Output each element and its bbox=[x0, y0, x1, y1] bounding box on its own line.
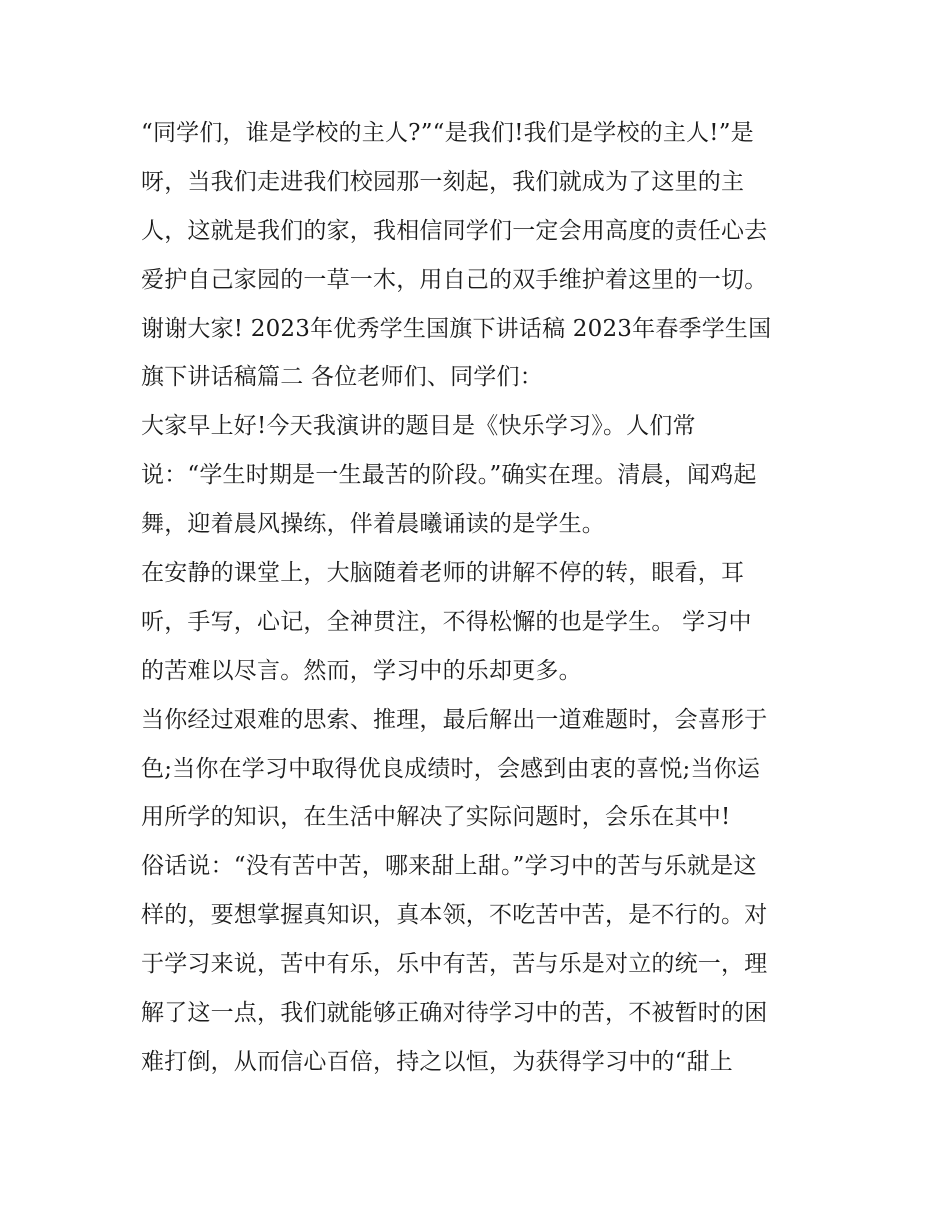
text-line: 说：“学生时期是一生最苦的阶段。”确实在理。清晨，闻鸡起 bbox=[141, 462, 757, 489]
text-line: 俗话说：“没有苦中苦，哪来甜上甜。”学习中的苦与乐就是这 bbox=[141, 853, 757, 880]
text-line: 旗下讲话稿篇二 各位老师们、同学们： bbox=[141, 364, 543, 391]
text-line: 爱护自己家园的一草一木，用自己的双手维护着这里的一切。 bbox=[141, 266, 768, 293]
text-line: “同学们，谁是学校的主人?”“是我们!我们是学校的主人!”是 bbox=[141, 120, 754, 146]
text-line: 舞，迎着晨风操练，伴着晨曦诵读的是学生。 bbox=[141, 511, 605, 538]
text-line: 当你经过艰难的思索、推理，最后解出一道难题时，会喜形于 bbox=[141, 706, 768, 733]
body-text bbox=[141, 109, 831, 1087]
text-line: 于学习来说，苦中有乐，乐中有苦，苦与乐是对立的统一，理 bbox=[141, 951, 768, 978]
text-line: 的苦难以尽言。然而，学习中的乐却更多。 bbox=[141, 657, 582, 684]
text-line: 难打倒，从而信心百倍，持之以恒，为获得学习中的“甜上 bbox=[141, 1048, 733, 1075]
text-line: 听，手写，心记，全神贯注，不得松懈的也是学生。 学习中 bbox=[141, 608, 752, 635]
text-line: 在安静的课堂上，大脑随着老师的讲解不停的转，眼看，耳 bbox=[141, 560, 745, 587]
text-line: 谢谢大家! 2023年优秀学生国旗下讲话稿 2023年春季学生国 bbox=[141, 315, 772, 342]
text-line: 呀，当我们走进我们校园那一刻起，我们就成为了这里的主 bbox=[141, 168, 745, 195]
text-line: 人，这就是我们的家，我相信同学们一定会用高度的责任心去 bbox=[141, 217, 768, 244]
text-line: 大家早上好!今天我演讲的题目是《快乐学习》。人们常 bbox=[141, 413, 696, 440]
text-line: 解了这一点，我们就能够正确对待学习中的苦，不被暂时的困 bbox=[141, 1000, 768, 1027]
text-line: 用所学的知识，在生活中解决了实际问题时，会乐在其中! bbox=[141, 804, 731, 831]
text-line: 色;当你在学习中取得优良成绩时，会感到由衷的喜悦;当你运 bbox=[141, 755, 761, 782]
text-line: 样的，要想掌握真知识，真本领，不吃苦中苦，是不行的。对 bbox=[141, 902, 768, 929]
